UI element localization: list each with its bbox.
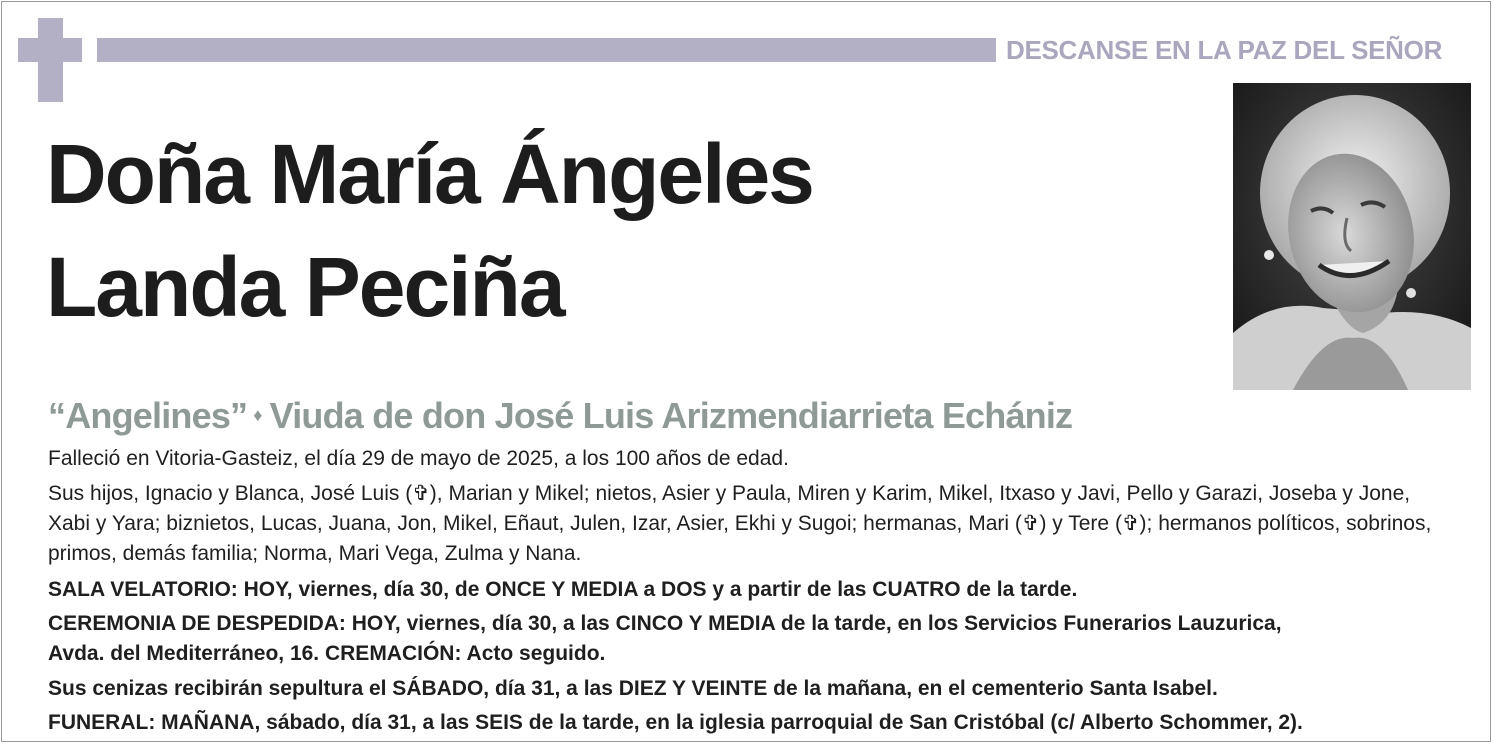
ceremony-line2: Avda. del Mediterráneo, 16. CREMACIÓN: Acto seguido.	[48, 642, 606, 665]
family-list: Sus hijos, Ignacio y Blanca, José Luis (✞), Marian y Mikel; nietos, Asier y Paula, Miren y Karim, Mikel, Itxaso y Javi, Pello y Garazi, Joseba y Jone, Xabi y Yara; biznietos, Lucas, Juana, Jon, Mikel, Eñaut, Julen, Izar, Asier, Ekhi y Sugoi; hermanas, Mari (✞) y Tere (✞); hermanos políticos, sobrinos, primos, demás familia; Norma, Mari Vega, Zulma y Nana.	[48, 482, 1432, 565]
ashes-burial-text: Sus cenizas recibirán sepultura el SÁBADO, día 31, a las DIEZ Y VEINTE de la mañana, en el cementerio Santa Isabel.	[48, 677, 1218, 700]
ashes-burial-info	[48, 674, 1448, 704]
ceremony-line1: CEREMONIA DE DESPEDIDA: HOY, viernes, día 30, a las CINCO Y MEDIA de la tarde, en los Servicios Funerarios Lauzurica,	[48, 612, 1282, 635]
funeral-text: FUNERAL: MAÑANA, sábado, día 31, a las SEIS de la tarde, en la iglesia parroquial de San Cristóbal (c/ Alberto Schommer, 2).	[48, 711, 1303, 734]
death-announcement: Falleció en Vitoria-Gasteiz, el día 29 de mayo de 2025, a los 100 años de edad.	[48, 447, 789, 470]
wake-room-text: SALA VELATORIO: HOY, viernes, día 30, de ONCE Y MEDIA a DOS y a partir de las CUATRO de la tarde.	[48, 578, 1078, 601]
deceased-name-line2: Landa Peciña	[46, 240, 564, 334]
funeral-info	[48, 708, 1448, 738]
subtitle	[48, 393, 1072, 441]
header-bar	[97, 38, 996, 62]
spouse-line: Viuda de don José Luis Arizmendiarrieta Echániz	[269, 395, 1073, 436]
deceased-name-line1: Doña María Ángeles	[46, 127, 813, 221]
portrait-photo	[1233, 83, 1471, 390]
ceremony-info	[48, 609, 1408, 669]
separator-icon: ♦	[253, 405, 262, 426]
nickname: “Angelines”	[48, 395, 248, 436]
cross-icon-arm	[18, 38, 82, 62]
wake-room-info	[48, 575, 1448, 605]
header-title: DESCANSE EN LA PAZ DEL SEÑOR	[1006, 35, 1443, 65]
